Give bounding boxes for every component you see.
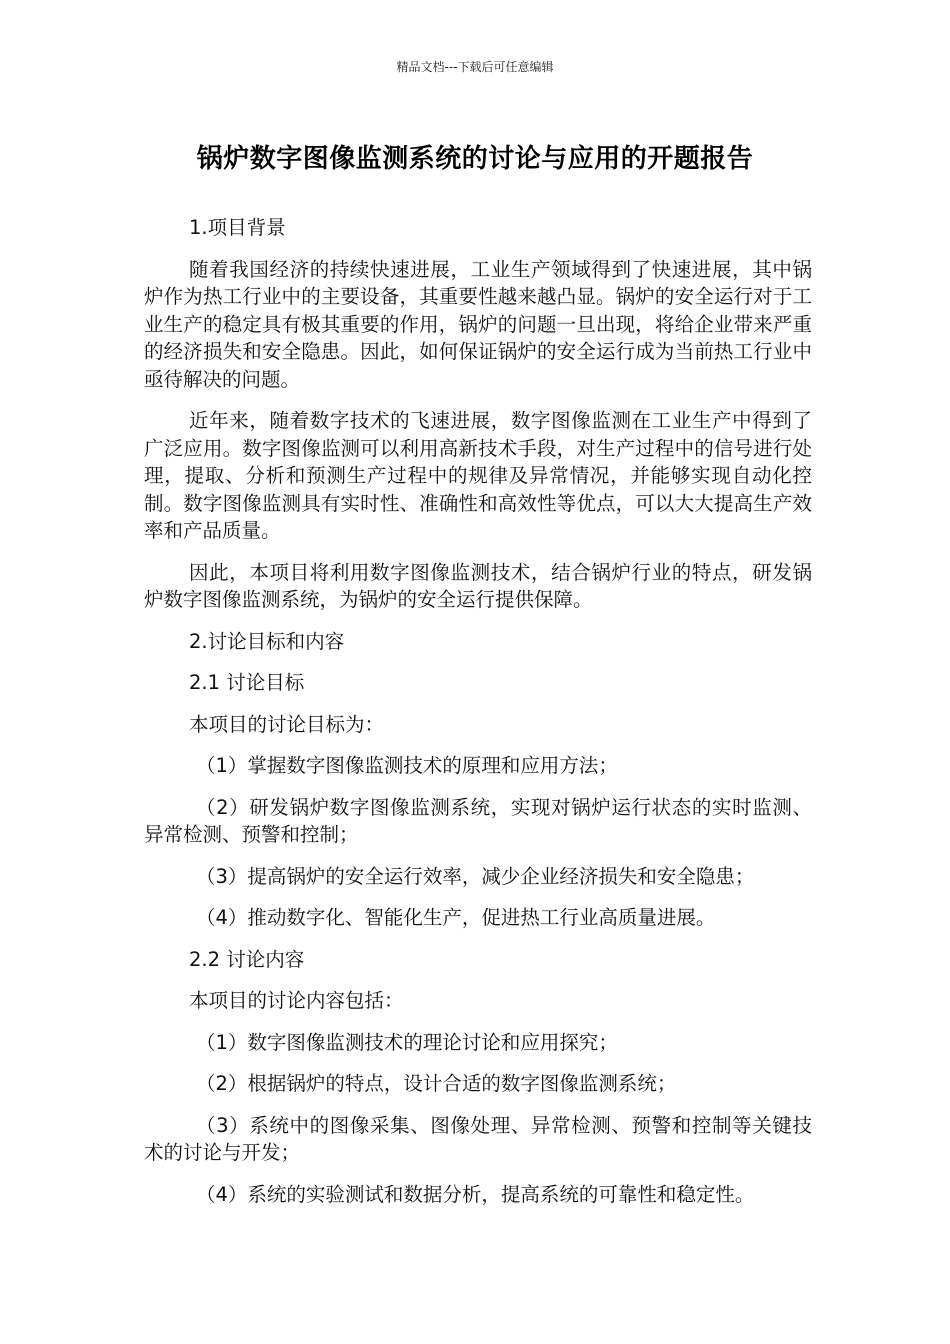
paragraph-background-2: 近年来，随着数字技术的飞速进展，数字图像监测在工业生产中得到了广泛应用。数字图像监测可以利用高新技术手段，对生产过程中的信号进行处理，提取、分析和预测生产过程中的规律及异常情况，并能够实现自动化控制。数字图像监测具有实时性、准确性和高效性等优点，可以大大提高生产效率和产品质量。 <box>144 409 812 542</box>
section-heading-goals-content: 2.讨论目标和内容 <box>189 629 345 653</box>
header-note: 精品文档---下载后可任意编辑 <box>396 60 554 74</box>
paragraph-background-3: 因此，本项目将利用数字图像监测技术，结合锅炉行业的特点，研发锅炉数字图像监测系统，为锅炉的安全运行提供保障。 <box>144 560 812 611</box>
content-item-3: （3）系统中的图像采集、图像处理、异常检测、预警和控制等关键技术的讨论与开发； <box>144 1113 812 1164</box>
content-item-2: （2）根据锅炉的特点，设计合适的数字图像监测系统； <box>196 1072 677 1095</box>
goal-item-1: （1）掌握数字图像监测技术的原理和应用方法； <box>196 754 618 777</box>
goal-item-3: （3）提高锅炉的安全运行效率，减少企业经济损失和安全隐患； <box>196 864 755 888</box>
section-heading-background: 1.项目背景 <box>189 216 286 239</box>
document-title: 锅炉数字图像监测系统的讨论与应用的开题报告 <box>196 144 754 174</box>
subsection-heading-goals: 2.1 讨论目标 <box>189 671 305 694</box>
paragraph-background-1: 随着我国经济的持续快速进展，工业生产领域得到了快速进展，其中锅炉作为热工行业中的主要设备，其重要性越来越凸显。锅炉的安全运行对于工业生产的稳定具有极其重要的作用，锅炉的问题一旦出现，将给企业带来严重的经济损失和安全隐患。因此，如何保证锅炉的安全运行成为当前热工行业中亟待解决的问题。 <box>144 257 812 391</box>
document-body <box>144 214 812 1222</box>
subsection-heading-content: 2.2 讨论内容 <box>189 947 305 971</box>
content-item-1: （1）数字图像监测技术的理论讨论和应用探究； <box>196 1030 618 1054</box>
goal-item-4: （4）推动数字化、智能化生产，促进热工行业高质量进展。 <box>196 906 716 929</box>
content-intro: 本项目的讨论内容包括： <box>189 989 404 1012</box>
content-item-4: （4）系统的实验测试和数据分析，提高系统的可靠性和稳定性。 <box>196 1182 755 1206</box>
goals-intro: 本项目的讨论目标为： <box>189 712 385 736</box>
goal-item-2: （2）研发锅炉数字图像监测系统，实现对锅炉运行状态的实时监测、异常检测、预警和控制； <box>144 795 812 846</box>
